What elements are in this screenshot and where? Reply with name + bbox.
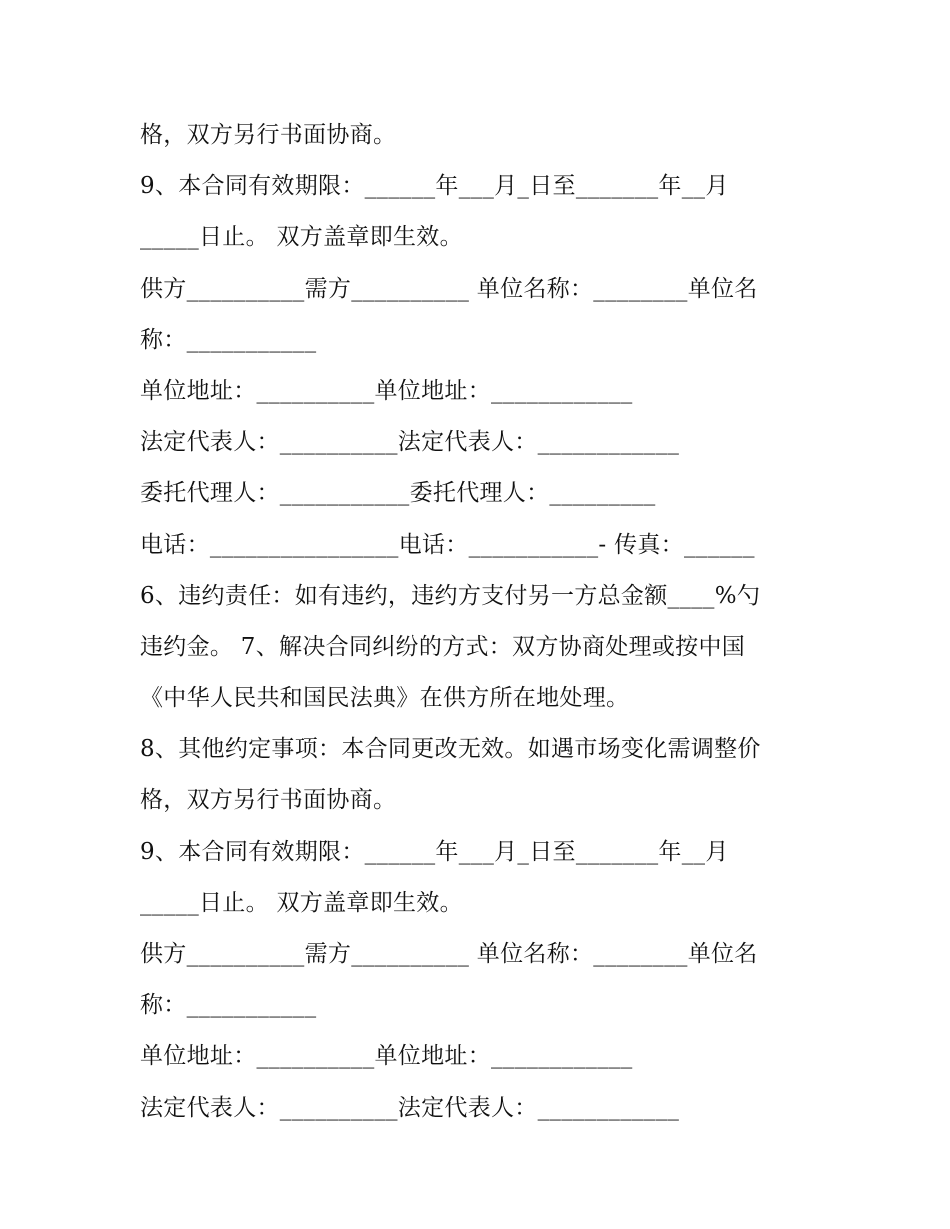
text-line: 格，双方另行书面协商。 [140, 787, 397, 814]
text-line: 法定代表人：__________法定代表人：____________ [140, 1094, 680, 1121]
text-line: 单位地址：__________单位地址：____________ [140, 1043, 633, 1070]
text-line: 格，双方另行书面协商。 [140, 122, 397, 148]
text-line: 供方__________需方__________ 单位名称：________单位名 [140, 941, 758, 967]
text-line: 9、本合同有效期限：______年___月_日至_______年__月 [140, 838, 729, 865]
text-line: 法定代表人：__________法定代表人：____________ [140, 429, 680, 456]
text-line: 8、其他约定事项：本合同更改无效。如遇市场变化需调整价 [140, 736, 761, 763]
text-line: 称：___________ [140, 326, 317, 353]
text-line: 单位地址：__________单位地址：____________ [140, 377, 633, 404]
text-line: _____日止。 双方盖章即生效。 [140, 889, 463, 916]
text-line: 供方__________需方__________ 单位名称：________单位名 [140, 275, 758, 302]
text-line: 电话：________________电话：___________- 传真：______ [140, 531, 755, 558]
text-line: 称：___________ [140, 992, 317, 1019]
text-line: 《中华人民共和国民法典》在供方所在地处理。 [140, 685, 630, 712]
text-line: 委托代理人：___________委托代理人：_________ [140, 480, 656, 507]
text-line: 违约金。 7、解决合同纠纷的方式：双方协商处理或按中国 [140, 633, 746, 660]
text-line: 6、违约责任：如有违约，违约方支付另一方总金额____%勺 [140, 582, 761, 609]
contract-text [140, 110, 820, 1134]
text-line: 9、本合同有效期限：______年___月_日至_______年__月 [140, 173, 729, 200]
text-line: _____日止。 双方盖章即生效。 [140, 224, 463, 251]
